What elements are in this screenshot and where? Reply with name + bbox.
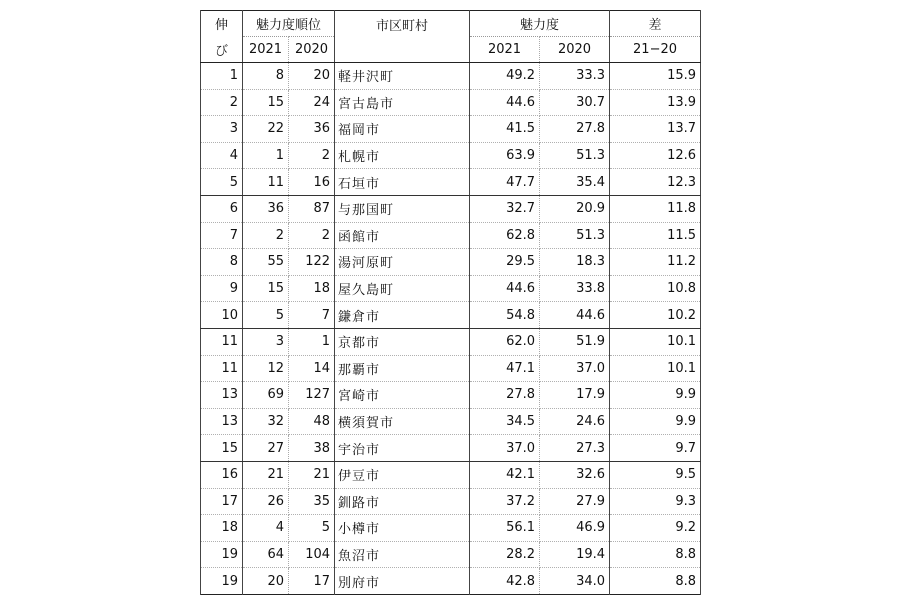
cell-nobi: 13 [201, 382, 243, 409]
cell-diff: 11.8 [610, 195, 701, 222]
cell-nobi: 11 [201, 355, 243, 382]
cell-municipality: 屋久島町 [335, 275, 470, 302]
cell-rank-2021: 15 [243, 275, 289, 302]
cell-nobi: 19 [201, 568, 243, 595]
cell-rank-2021: 64 [243, 541, 289, 568]
cell-rank-2020: 1 [289, 328, 335, 355]
cell-rank-2020: 48 [289, 408, 335, 435]
cell-diff: 13.7 [610, 116, 701, 143]
table-row [201, 568, 701, 595]
cell-municipality: 与那国町 [335, 195, 470, 222]
cell-municipality: 宮崎市 [335, 382, 470, 409]
header-rank-2020: 2020 [289, 37, 335, 63]
cell-score-2020: 17.9 [540, 382, 610, 409]
cell-rank-2020: 122 [289, 249, 335, 276]
table-row [201, 461, 701, 488]
cell-diff: 9.9 [610, 408, 701, 435]
cell-rank-2020: 18 [289, 275, 335, 302]
cell-rank-2020: 16 [289, 169, 335, 196]
ranking-table-container [200, 10, 700, 595]
cell-nobi: 8 [201, 249, 243, 276]
cell-score-2020: 24.6 [540, 408, 610, 435]
cell-diff: 10.1 [610, 328, 701, 355]
cell-score-2020: 18.3 [540, 249, 610, 276]
cell-diff: 13.9 [610, 89, 701, 116]
header-nobi: 伸 [201, 11, 243, 37]
table-row [201, 488, 701, 515]
cell-municipality: 伊豆市 [335, 461, 470, 488]
cell-rank-2020: 14 [289, 355, 335, 382]
cell-score-2021: 32.7 [470, 195, 540, 222]
cell-diff: 12.6 [610, 142, 701, 169]
table-body [201, 63, 701, 595]
cell-score-2021: 47.1 [470, 355, 540, 382]
table-row [201, 328, 701, 355]
header-score-group: 魅力度 [470, 11, 610, 37]
cell-score-2021: 28.2 [470, 541, 540, 568]
cell-rank-2021: 12 [243, 355, 289, 382]
cell-rank-2020: 21 [289, 461, 335, 488]
cell-rank-2021: 15 [243, 89, 289, 116]
cell-diff: 9.9 [610, 382, 701, 409]
cell-score-2020: 32.6 [540, 461, 610, 488]
cell-diff: 10.8 [610, 275, 701, 302]
cell-nobi: 1 [201, 63, 243, 90]
cell-rank-2021: 4 [243, 515, 289, 542]
cell-diff: 15.9 [610, 63, 701, 90]
cell-score-2021: 63.9 [470, 142, 540, 169]
cell-municipality: 小樽市 [335, 515, 470, 542]
cell-rank-2021: 26 [243, 488, 289, 515]
cell-score-2020: 19.4 [540, 541, 610, 568]
cell-rank-2021: 20 [243, 568, 289, 595]
cell-rank-2020: 7 [289, 302, 335, 329]
cell-rank-2020: 104 [289, 541, 335, 568]
cell-score-2020: 27.8 [540, 116, 610, 143]
cell-score-2020: 44.6 [540, 302, 610, 329]
cell-score-2021: 47.7 [470, 169, 540, 196]
cell-score-2020: 51.9 [540, 328, 610, 355]
cell-nobi: 18 [201, 515, 243, 542]
cell-rank-2021: 36 [243, 195, 289, 222]
cell-rank-2021: 22 [243, 116, 289, 143]
table-row [201, 515, 701, 542]
table-row [201, 355, 701, 382]
cell-rank-2021: 11 [243, 169, 289, 196]
cell-diff: 10.1 [610, 355, 701, 382]
cell-rank-2021: 8 [243, 63, 289, 90]
table-row [201, 169, 701, 196]
cell-rank-2020: 127 [289, 382, 335, 409]
header-rank-group: 魅力度順位 [243, 11, 335, 37]
table-row [201, 222, 701, 249]
cell-rank-2020: 5 [289, 515, 335, 542]
cell-score-2021: 37.0 [470, 435, 540, 462]
cell-score-2020: 27.3 [540, 435, 610, 462]
cell-score-2020: 27.9 [540, 488, 610, 515]
cell-municipality: 宮古島市 [335, 89, 470, 116]
cell-rank-2020: 2 [289, 142, 335, 169]
cell-score-2021: 62.0 [470, 328, 540, 355]
cell-score-2020: 51.3 [540, 142, 610, 169]
cell-nobi: 3 [201, 116, 243, 143]
cell-diff: 12.3 [610, 169, 701, 196]
cell-municipality: 魚沼市 [335, 541, 470, 568]
cell-score-2021: 44.6 [470, 89, 540, 116]
cell-score-2021: 37.2 [470, 488, 540, 515]
cell-rank-2020: 2 [289, 222, 335, 249]
header-nobi-2: び [201, 37, 243, 63]
cell-nobi: 11 [201, 328, 243, 355]
cell-municipality: 宇治市 [335, 435, 470, 462]
cell-score-2020: 20.9 [540, 195, 610, 222]
cell-score-2021: 27.8 [470, 382, 540, 409]
cell-score-2021: 42.8 [470, 568, 540, 595]
cell-score-2021: 42.1 [470, 461, 540, 488]
cell-municipality: 横須賀市 [335, 408, 470, 435]
cell-rank-2021: 1 [243, 142, 289, 169]
cell-score-2020: 30.7 [540, 89, 610, 116]
cell-municipality: 湯河原町 [335, 249, 470, 276]
cell-rank-2020: 38 [289, 435, 335, 462]
cell-nobi: 7 [201, 222, 243, 249]
cell-diff: 9.5 [610, 461, 701, 488]
ranking-table [200, 10, 701, 595]
cell-nobi: 2 [201, 89, 243, 116]
cell-nobi: 9 [201, 275, 243, 302]
cell-diff: 11.5 [610, 222, 701, 249]
cell-rank-2020: 17 [289, 568, 335, 595]
cell-nobi: 4 [201, 142, 243, 169]
table-row [201, 142, 701, 169]
header-diff-sub: 21−20 [610, 37, 701, 63]
cell-rank-2020: 87 [289, 195, 335, 222]
table-row [201, 541, 701, 568]
cell-diff: 9.3 [610, 488, 701, 515]
cell-score-2021: 62.8 [470, 222, 540, 249]
cell-diff: 9.2 [610, 515, 701, 542]
table-row [201, 275, 701, 302]
cell-score-2020: 46.9 [540, 515, 610, 542]
cell-rank-2021: 2 [243, 222, 289, 249]
cell-diff: 10.2 [610, 302, 701, 329]
cell-nobi: 16 [201, 461, 243, 488]
cell-score-2020: 51.3 [540, 222, 610, 249]
table-header [201, 11, 701, 63]
cell-diff: 9.7 [610, 435, 701, 462]
header-rank-2021: 2021 [243, 37, 289, 63]
table-row [201, 382, 701, 409]
cell-score-2020: 35.4 [540, 169, 610, 196]
cell-rank-2021: 55 [243, 249, 289, 276]
table-row [201, 302, 701, 329]
cell-score-2021: 56.1 [470, 515, 540, 542]
cell-nobi: 19 [201, 541, 243, 568]
cell-rank-2021: 5 [243, 302, 289, 329]
cell-nobi: 13 [201, 408, 243, 435]
table-row [201, 63, 701, 90]
cell-nobi: 6 [201, 195, 243, 222]
table-row [201, 408, 701, 435]
cell-rank-2021: 69 [243, 382, 289, 409]
cell-municipality: 福岡市 [335, 116, 470, 143]
cell-score-2020: 33.8 [540, 275, 610, 302]
cell-rank-2020: 35 [289, 488, 335, 515]
header-municipality: 市区町村 [335, 11, 470, 63]
cell-score-2021: 49.2 [470, 63, 540, 90]
cell-municipality: 釧路市 [335, 488, 470, 515]
cell-nobi: 10 [201, 302, 243, 329]
cell-score-2021: 34.5 [470, 408, 540, 435]
cell-rank-2021: 27 [243, 435, 289, 462]
cell-municipality: 那覇市 [335, 355, 470, 382]
header-diff: 差 [610, 11, 701, 37]
cell-score-2020: 33.3 [540, 63, 610, 90]
table-row [201, 435, 701, 462]
header-score-2021: 2021 [470, 37, 540, 63]
cell-municipality: 函館市 [335, 222, 470, 249]
cell-rank-2021: 32 [243, 408, 289, 435]
header-score-2020: 2020 [540, 37, 610, 63]
cell-rank-2020: 36 [289, 116, 335, 143]
cell-municipality: 石垣市 [335, 169, 470, 196]
cell-rank-2021: 21 [243, 461, 289, 488]
cell-score-2021: 54.8 [470, 302, 540, 329]
cell-diff: 11.2 [610, 249, 701, 276]
cell-diff: 8.8 [610, 541, 701, 568]
table-row [201, 116, 701, 143]
cell-diff: 8.8 [610, 568, 701, 595]
cell-rank-2020: 20 [289, 63, 335, 90]
cell-municipality: 札幌市 [335, 142, 470, 169]
cell-nobi: 15 [201, 435, 243, 462]
cell-score-2020: 34.0 [540, 568, 610, 595]
cell-nobi: 17 [201, 488, 243, 515]
cell-municipality: 別府市 [335, 568, 470, 595]
table-row [201, 195, 701, 222]
table-row [201, 89, 701, 116]
cell-score-2021: 44.6 [470, 275, 540, 302]
cell-municipality: 鎌倉市 [335, 302, 470, 329]
cell-municipality: 軽井沢町 [335, 63, 470, 90]
cell-nobi: 5 [201, 169, 243, 196]
cell-score-2021: 41.5 [470, 116, 540, 143]
cell-rank-2020: 24 [289, 89, 335, 116]
cell-rank-2021: 3 [243, 328, 289, 355]
table-row [201, 249, 701, 276]
cell-score-2021: 29.5 [470, 249, 540, 276]
cell-municipality: 京都市 [335, 328, 470, 355]
cell-score-2020: 37.0 [540, 355, 610, 382]
